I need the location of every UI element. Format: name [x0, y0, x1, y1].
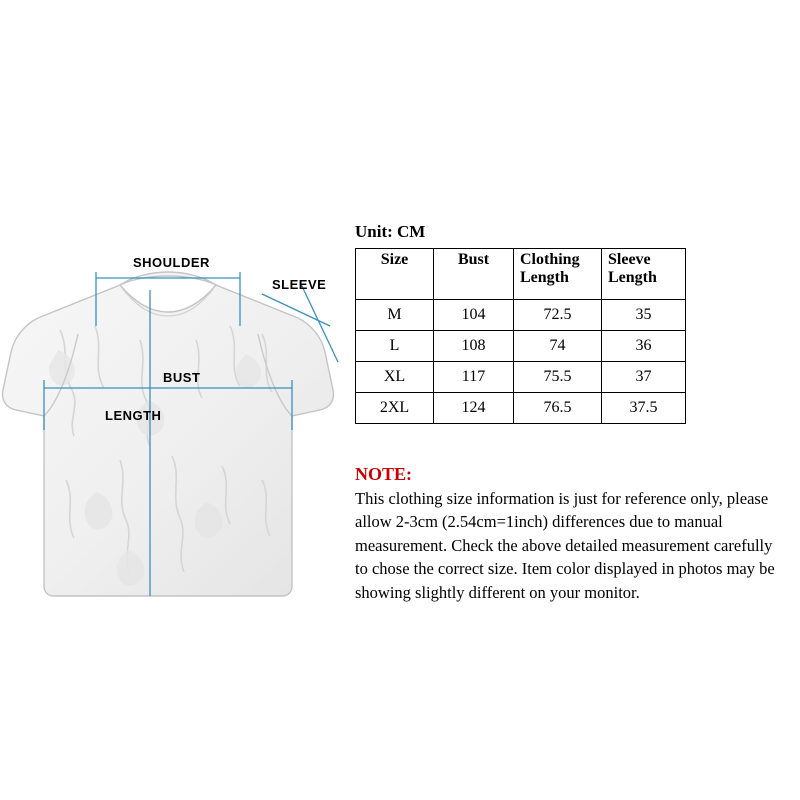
cell-sleeve-length: 37.5: [602, 393, 686, 424]
tshirt-illustration: [0, 230, 345, 630]
header-bust-line1: Bust: [457, 251, 490, 268]
size-table: [355, 248, 686, 424]
cell-clothing-length: 72.5: [514, 300, 602, 331]
header-bust: [434, 249, 514, 300]
cell-sleeve-length: 37: [602, 362, 686, 393]
cell-clothing-length: 74: [514, 331, 602, 362]
cell-clothing-length: 75.5: [514, 362, 602, 393]
cell-size: XL: [356, 362, 434, 393]
cell-clothing-length: 76.5: [514, 393, 602, 424]
header-clothing-length-line1: Clothing: [520, 251, 580, 268]
header-sleeve-length-line1: Sleeve: [608, 251, 651, 268]
label-sleeve: SLEEVE: [272, 277, 327, 292]
cell-bust: 104: [434, 300, 514, 331]
cell-bust: 117: [434, 362, 514, 393]
shirt-body-shape: [3, 272, 334, 596]
label-length: LENGTH: [105, 408, 162, 423]
table-row: [356, 331, 686, 362]
cell-size: 2XL: [356, 393, 434, 424]
header-clothing-length-line2: Length: [520, 269, 569, 287]
header-sleeve-length-line2: Length: [608, 269, 657, 287]
label-shoulder: SHOULDER: [133, 255, 210, 270]
table-row: [356, 393, 686, 424]
size-info-panel: [355, 222, 785, 604]
table-header-row: [356, 249, 686, 300]
table-row: [356, 362, 686, 393]
header-size: [356, 249, 434, 300]
unit-label: Unit: CM: [355, 222, 426, 241]
header-sleeve-length: [602, 249, 686, 300]
cell-size: M: [356, 300, 434, 331]
table-row: [356, 300, 686, 331]
cell-bust: 124: [434, 393, 514, 424]
note-text: This clothing size information is just for reference only, please allow 2-3cm (2.54cm=1inch) differences due to manual measurement. Check the above detailed measurement carefully to chose the correct size. Item color displayed in photos may be showing slightly different on your monitor.: [355, 489, 775, 602]
cell-size: L: [356, 331, 434, 362]
cell-sleeve-length: 36: [602, 331, 686, 362]
note-title: NOTE:: [355, 464, 413, 484]
header-size-line1: Size: [380, 251, 409, 268]
note-block: [355, 464, 775, 604]
cell-bust: 108: [434, 331, 514, 362]
label-bust: BUST: [163, 370, 201, 385]
header-clothing-length: [514, 249, 602, 300]
cell-sleeve-length: 35: [602, 300, 686, 331]
